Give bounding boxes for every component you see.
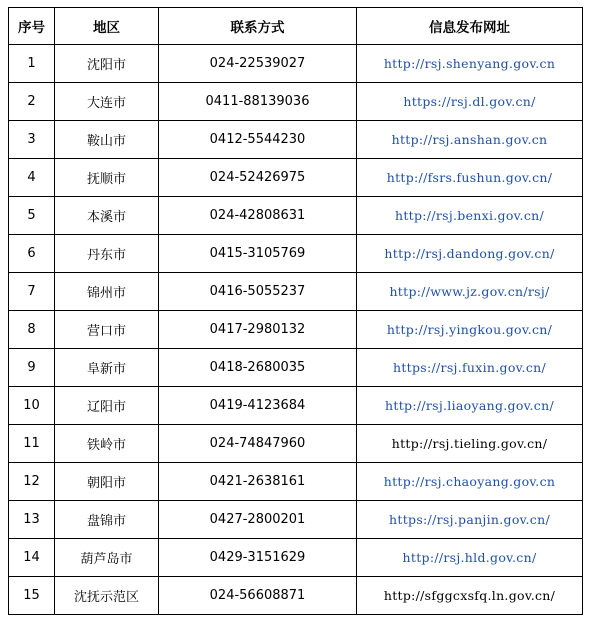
cell-website xyxy=(357,577,583,615)
cell-website xyxy=(357,45,583,83)
cell-index: 11 xyxy=(9,425,55,463)
header-website: 信息发布网址 xyxy=(357,8,583,45)
cell-region: 朝阳市 xyxy=(55,463,159,501)
cell-website xyxy=(357,197,583,235)
contact-table xyxy=(8,7,583,615)
cell-index: 8 xyxy=(9,311,55,349)
website-link[interactable]: http://rsj.anshan.gov.cn xyxy=(391,132,548,147)
cell-region: 辽阳市 xyxy=(55,387,159,425)
cell-website xyxy=(357,159,583,197)
header-index: 序号 xyxy=(9,8,55,45)
cell-region: 营口市 xyxy=(55,311,159,349)
cell-phone: 024-74847960 xyxy=(159,425,357,463)
cell-website xyxy=(357,235,583,273)
table-row xyxy=(9,463,583,501)
table-row xyxy=(9,311,583,349)
table-header-row xyxy=(9,8,583,45)
cell-region: 葫芦岛市 xyxy=(55,539,159,577)
cell-index: 6 xyxy=(9,235,55,273)
table-row xyxy=(9,197,583,235)
cell-phone: 024-42808631 xyxy=(159,197,357,235)
cell-index: 14 xyxy=(9,539,55,577)
website-link[interactable]: http://rsj.liaoyang.gov.cn/ xyxy=(385,398,554,413)
cell-website xyxy=(357,311,583,349)
cell-index: 9 xyxy=(9,349,55,387)
table-row xyxy=(9,121,583,159)
website-link[interactable]: https://rsj.fuxin.gov.cn/ xyxy=(393,360,546,375)
contact-table-container xyxy=(8,7,582,615)
cell-region: 盘锦市 xyxy=(55,501,159,539)
cell-website xyxy=(357,425,583,463)
table-row xyxy=(9,577,583,615)
cell-phone: 0411-88139036 xyxy=(159,83,357,121)
cell-phone: 0427-2800201 xyxy=(159,501,357,539)
cell-website xyxy=(357,349,583,387)
cell-website xyxy=(357,121,583,159)
cell-website xyxy=(357,463,583,501)
table-row xyxy=(9,425,583,463)
cell-phone: 0412-5544230 xyxy=(159,121,357,159)
cell-website xyxy=(357,273,583,311)
website-text: http://sfggcxsfq.ln.gov.cn/ xyxy=(383,588,556,603)
table-row xyxy=(9,273,583,311)
table-row xyxy=(9,349,583,387)
table-row xyxy=(9,235,583,273)
cell-region: 鞍山市 xyxy=(55,121,159,159)
cell-index: 12 xyxy=(9,463,55,501)
cell-phone: 0415-3105769 xyxy=(159,235,357,273)
table-row xyxy=(9,387,583,425)
website-link[interactable]: https://rsj.dl.gov.cn/ xyxy=(403,94,536,109)
website-link[interactable]: http://rsj.benxi.gov.cn/ xyxy=(395,208,544,223)
cell-index: 15 xyxy=(9,577,55,615)
cell-index: 1 xyxy=(9,45,55,83)
cell-website xyxy=(357,83,583,121)
cell-region: 本溪市 xyxy=(55,197,159,235)
cell-phone: 024-22539027 xyxy=(159,45,357,83)
cell-region: 丹东市 xyxy=(55,235,159,273)
cell-phone: 0421-2638161 xyxy=(159,463,357,501)
table-row xyxy=(9,159,583,197)
cell-region: 大连市 xyxy=(55,83,159,121)
website-text: http://rsj.tieling.gov.cn/ xyxy=(391,436,548,451)
table-row xyxy=(9,83,583,121)
cell-website xyxy=(357,387,583,425)
cell-index: 4 xyxy=(9,159,55,197)
cell-region: 阜新市 xyxy=(55,349,159,387)
cell-region: 铁岭市 xyxy=(55,425,159,463)
table-row xyxy=(9,45,583,83)
cell-website xyxy=(357,539,583,577)
cell-phone: 0419-4123684 xyxy=(159,387,357,425)
cell-index: 2 xyxy=(9,83,55,121)
cell-phone: 0418-2680035 xyxy=(159,349,357,387)
website-link[interactable]: http://fsrs.fushun.gov.cn/ xyxy=(386,170,553,185)
cell-region: 抚顺市 xyxy=(55,159,159,197)
cell-region: 沈抚示范区 xyxy=(55,577,159,615)
header-contact: 联系方式 xyxy=(159,8,357,45)
cell-phone: 0429-3151629 xyxy=(159,539,357,577)
cell-region: 沈阳市 xyxy=(55,45,159,83)
header-region: 地区 xyxy=(55,8,159,45)
cell-index: 13 xyxy=(9,501,55,539)
website-link[interactable]: https://rsj.panjin.gov.cn/ xyxy=(389,512,550,527)
website-link[interactable]: http://rsj.shenyang.gov.cn xyxy=(383,56,556,71)
cell-index: 3 xyxy=(9,121,55,159)
table-row xyxy=(9,501,583,539)
cell-region: 锦州市 xyxy=(55,273,159,311)
cell-phone: 0417-2980132 xyxy=(159,311,357,349)
cell-phone: 024-56608871 xyxy=(159,577,357,615)
cell-index: 7 xyxy=(9,273,55,311)
cell-phone: 0416-5055237 xyxy=(159,273,357,311)
website-link[interactable]: http://www.jz.gov.cn/rsj/ xyxy=(389,284,550,299)
cell-index: 5 xyxy=(9,197,55,235)
website-link[interactable]: http://rsj.dandong.gov.cn/ xyxy=(384,246,555,261)
cell-website xyxy=(357,501,583,539)
table-row xyxy=(9,539,583,577)
website-link[interactable]: http://rsj.yingkou.gov.cn/ xyxy=(386,322,553,337)
website-link[interactable]: http://rsj.chaoyang.gov.cn xyxy=(383,474,556,489)
cell-phone: 024-52426975 xyxy=(159,159,357,197)
cell-index: 10 xyxy=(9,387,55,425)
website-link[interactable]: http://rsj.hld.gov.cn/ xyxy=(402,550,537,565)
